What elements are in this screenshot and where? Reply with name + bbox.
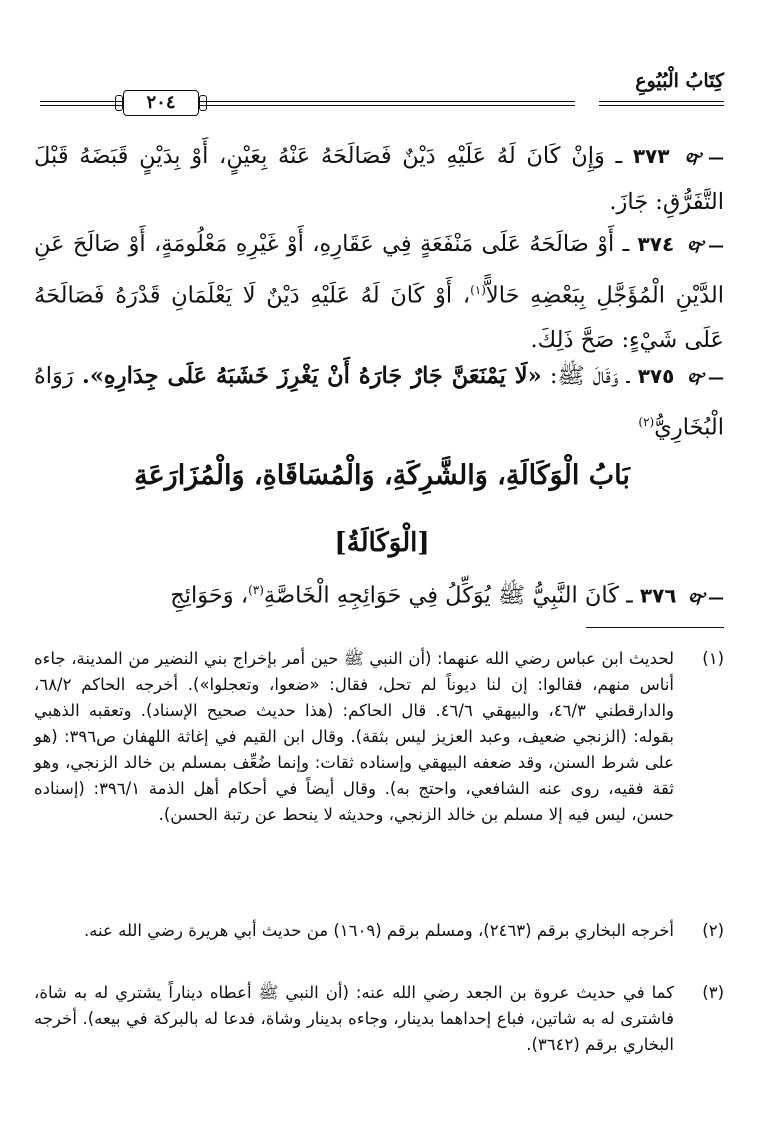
footnote-separator (586, 627, 724, 628)
footnote-ref[interactable]: (١) (470, 283, 486, 297)
footnote-1 (34, 646, 724, 828)
header-rule-right (599, 101, 724, 102)
entry-number: ٣٧٦ (639, 583, 677, 608)
footnote-text: كما في حديث عروة بن الجعد رضي الله عنه: (أن النبي ﷺ أعطاه ديناراً يشتري له به شاة، فاشترى له به شاتين، فباع إحداهما بدينار، وجاءه بدينار وشاة، فدعا له بالبركة في بيعه). أخرجه البخاري برقم (٣٦٤٢). (34, 983, 674, 1054)
entry-376 (34, 568, 724, 620)
entry-number: ٣٧٣ (632, 144, 670, 168)
entry-375 (34, 354, 724, 450)
entry-ornament-icon: —🙰 (684, 148, 725, 167)
running-header-title: كِتَابُ الْبُيُوعِ (635, 70, 724, 92)
entry-number: ٣٧٥ (637, 364, 675, 388)
footnote-3 (34, 980, 724, 1058)
entry-text: ـ وَقَالَ ﷺ: (549, 363, 630, 389)
footnote-text: أخرجه البخاري برقم (٢٤٦٣)، ومسلم برقم (١٦٠٩) من حديث أبي هريرة رضي الله عنه. (83, 921, 674, 940)
footnote-ref[interactable]: (٢) (638, 415, 655, 429)
footnote-text: لحديث ابن عباس رضي الله عنهما: (أن النبي ﷺ حين أمر بإخراج بني النضير من المدينة، جاءه أناس منهم، فقالوا: إن لنا ديوناً لم تحل، فقال: «ضعوا، وتعجلوا»). أخرجه الحاكم ٦٨/٢، والدارقطني ٤٦/٣، والبيهقي ٤٦/٦. قال الحاكم: (هذا حديث صحيح الإسناد). وتعقبه الذهبي بقوله: (الزنجي ضعيف، وعبد العزيز ليس بثقة). وقال ابن القيم في إغاثة اللهفان ص٣٩٦: (هو على شرط السنن، وقد ضعفه البيهقي وإسناده ثقات: وإنما ضُعِّف بمسلم بن خالد الزنجي، وهو ثقة فقيه، روى عنه الشافعي، واحتج به). وقال أيضاً في أحكام أهل الذمة ٣٩٦/١: (إسناده حسن، ليس فيه إلا مسلم بن خالد الزنجي، وحديثه لا ينحط عن رتبة الحسن). (34, 649, 674, 824)
entry-ornament-icon: —🙰 (686, 236, 724, 255)
entry-number: ٣٧٤ (637, 232, 675, 256)
entry-text-continued: ، أَوْ كَانَ لَهُ عَلَيْهِ دَيْنٌ لَا يَعْلَمَانِ قَدْرَهُ فَصَالَحَهُ عَلَى شَيْءٍ: صَحَّ ذَلِكَ. (34, 282, 724, 353)
hadith-text: «لَا يَمْنَعَنَّ جَارٌ جَارَهُ أَنْ يَغْرِزَ خَشَبَهُ عَلَى جِدَارِهِ». (82, 363, 542, 389)
footnote-number: (٢) (702, 921, 724, 940)
entry-text: ـ وَإِنْ كَانَ لَهُ عَلَيْهِ دَيْنٌ فَصَالَحَهُ عَنْهُ بِعَيْنٍ، أَوْ بِدَيْنٍ قَبَضَهُ قَبْلَ التَّفَرُّقِ: جَازَ. (34, 143, 724, 215)
entry-text-continued: رَوَاهُ الْبُخَارِيُّ (34, 363, 724, 441)
entry-text: ـ أَوْ صَالَحَهُ عَلَى مَنْفَعَةٍ فِي عَقَارِهِ، أَوْ غَيْرِهِ مَعْلُومَةٍ، أَوْ صَالَحَ عَنِ الدَّيْنِ الْمُؤَجَّلِ بِبَعْضِهِ حَالاًّ (34, 231, 724, 309)
entry-text-continued: ، وَحَوَائِجِ (170, 582, 249, 609)
entry-ornament-icon: —🙰 (686, 368, 725, 387)
entry-ornament-icon: —🙰 (687, 587, 724, 607)
section-heading: بَابُ الْوَكَالَةِ، وَالشَّرِكَةِ، وَالْمُسَاقَاةِ، وَالْمُزَارَعَةِ (134, 460, 630, 491)
footnote-2 (34, 918, 724, 944)
entry-374 (34, 222, 724, 362)
subsection-heading: [الْوَكَالَةُ] (334, 528, 430, 558)
header-rule-right-lower (599, 105, 724, 106)
footnote-ref[interactable]: (٣) (248, 583, 264, 597)
entry-373 (34, 134, 724, 224)
entry-text: ـ كَانَ النَّبِيُّ ﷺ يُوَكِّلُ فِي حَوَائِجِهِ الْخَاصَّةِ (263, 582, 633, 609)
footnote-number: (٣) (702, 983, 724, 1002)
footnote-number: (١) (702, 649, 724, 668)
page-number: ٢٠٤ (123, 90, 199, 116)
